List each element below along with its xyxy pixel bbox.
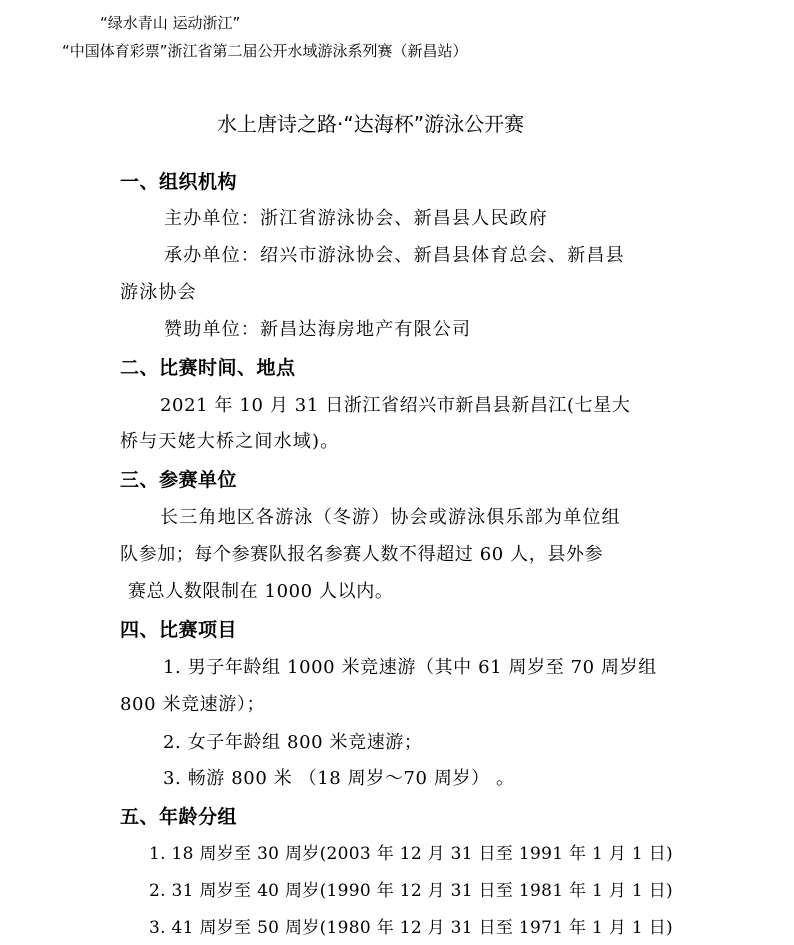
participants-line-3: 赛总人数限制在 1000 人以内。 bbox=[128, 581, 394, 602]
participants-line-2: 队参加；每个参赛队报名参赛人数不得超过 60 人，县外参 bbox=[120, 544, 604, 565]
event-item-1-line-1: 1. 男子年龄组 1000 米竞速游（其中 61 周岁至 70 周岁组 bbox=[163, 657, 657, 678]
age-group-3: 3. 41 周岁至 50 周岁(1980 年 12 月 31 日至 1971 年 1 月 1 日) bbox=[149, 918, 673, 938]
section-heading-events: 四、比赛项目 bbox=[120, 619, 238, 641]
organizer-unit-line-1: 承办单位：绍兴市游泳协会、新昌县体育总会、新昌县 bbox=[164, 245, 625, 266]
time-place-line-2: 桥与天姥大桥之间水域)。 bbox=[120, 431, 340, 452]
header-slogan: “绿水青山 运动浙江” bbox=[100, 14, 241, 32]
event-item-2: 2. 女子年龄组 800 米竞速游； bbox=[163, 732, 423, 753]
section-heading-time-place: 二、比赛时间、地点 bbox=[120, 357, 296, 379]
sponsor-unit-line: 赞助单位：新昌达海房地产有限公司 bbox=[164, 319, 472, 340]
header-series-name: “中国体育彩票”浙江省第二届公开水域游泳系列赛（新昌站） bbox=[62, 42, 468, 60]
section-heading-organization: 一、组织机构 bbox=[120, 171, 238, 193]
age-group-1: 1. 18 周岁至 30 周岁(2003 年 12 月 31 日至 1991 年 1 月 1 日) bbox=[149, 844, 673, 864]
age-group-2: 2. 31 周岁至 40 周岁(1990 年 12 月 31 日至 1981 年 1 月 1 日) bbox=[149, 881, 673, 901]
section-heading-age-groups: 五、年龄分组 bbox=[120, 806, 238, 828]
section-heading-participants: 三、参赛单位 bbox=[120, 469, 238, 491]
host-unit-line: 主办单位：浙江省游泳协会、新昌县人民政府 bbox=[164, 208, 548, 229]
participants-line-1: 长三角地区各游泳（冬游）协会或游泳俱乐部为单位组 bbox=[160, 507, 621, 528]
time-place-line-1: 2021 年 10 月 31 日浙江省绍兴市新昌县新昌江(七星大 bbox=[160, 395, 631, 416]
event-item-3: 3. 畅游 800 米 （18 周岁～70 周岁） 。 bbox=[163, 768, 515, 789]
event-item-1-line-2: 800 米竞速游）； bbox=[120, 694, 266, 715]
organizer-unit-line-2: 游泳协会 bbox=[120, 282, 197, 303]
document-title: 水上唐诗之路·“达海杯”游泳公开赛 bbox=[217, 112, 525, 136]
